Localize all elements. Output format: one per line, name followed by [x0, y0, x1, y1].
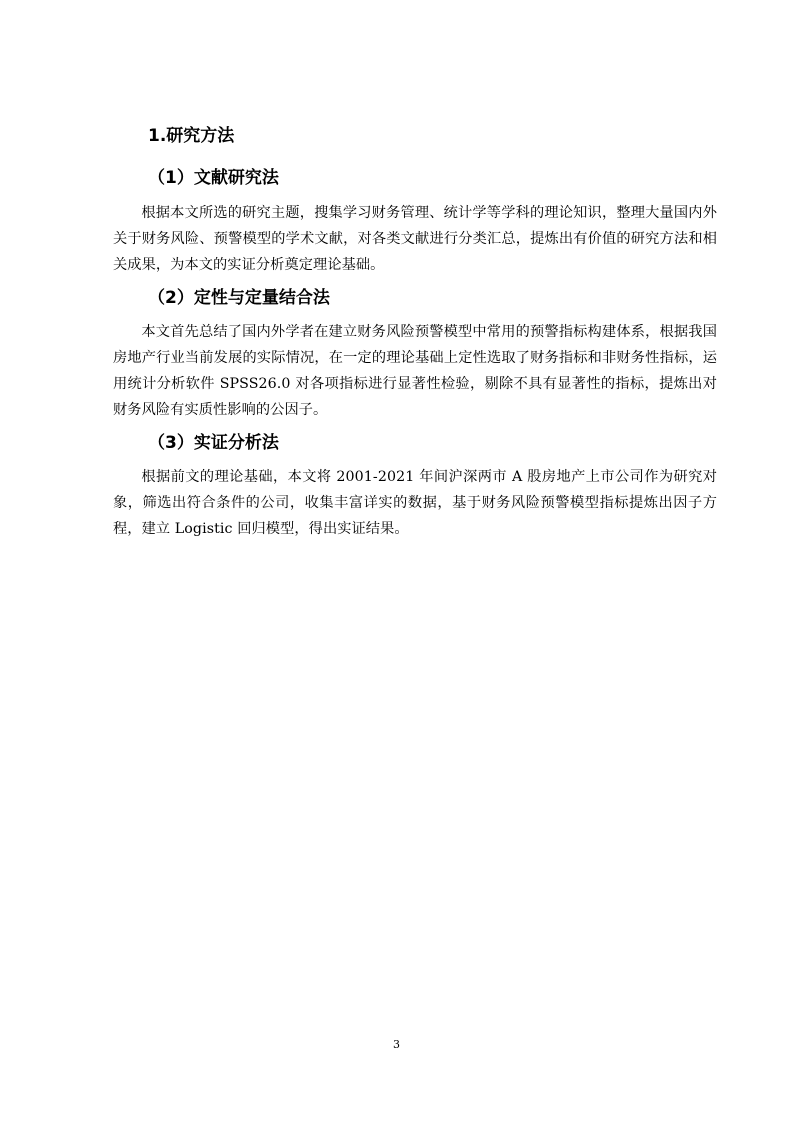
method-heading-qualitative-quantitative: （2）定性与定量结合法 [148, 288, 330, 308]
method-heading-literature: （1）文献研究法 [148, 168, 279, 188]
method-body-literature: 根据本文所选的研究主题，搜集学习财务管理、统计学等学科的理论知识，整理大量国内外关于财务风险、预警模型的学术文献，对各类文献进行分类汇总，提炼出有价值的研究方法和相关成果，为本文的实证分析奠定理论基础。 [113, 205, 717, 273]
method-heading-empirical: （3）实证分析法 [148, 433, 279, 453]
page-number: 3 [393, 1038, 400, 1051]
method-body-qualitative-quantitative: 本文首先总结了国内外学者在建立财务风险预警模型中常用的预警指标构建体系，根据我国房地产行业当前发展的实际情况，在一定的理论基础上定性选取了财务指标和非财务性指标，运用统计分析软件 SPSS26.0 对各项指标进行显著性检验，剔除不具有显著性的指标，提炼出对财务风险有实质性影响的公因子。 [113, 324, 717, 418]
section-title: 1.研究方法 [148, 126, 235, 146]
method-body-empirical: 根据前文的理论基础，本文将 2001-2021 年间沪深两市 A 股房地产上市公司作为研究对象，筛选出符合条件的公司，收集丰富详实的数据，基于财务风险预警模型指标提炼出因子方程，建立 Logistic 回归模型，得出实证结果。 [113, 469, 717, 537]
